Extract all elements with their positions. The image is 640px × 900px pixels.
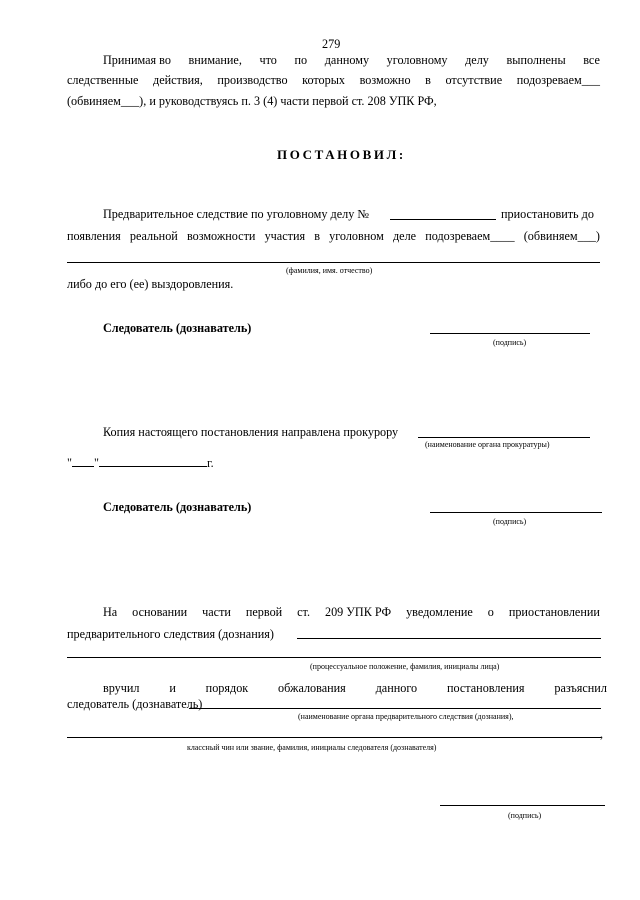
resolution-word: участия: [264, 229, 306, 243]
intro-word: уголовному: [386, 53, 448, 67]
copy-text: Копия настоящего постановления направлена прокурору: [103, 425, 399, 439]
investigative-body-caption: (наименование органа предварительного следствия (дознания),: [298, 712, 514, 721]
rank-caption: классный чин или звание, фамилия, инициалы следователя (дознавателя): [187, 743, 437, 752]
year-suffix: г.: [206, 456, 214, 470]
intro-word: по: [294, 53, 308, 67]
notice-word: разъяснил: [554, 681, 607, 695]
intro-line-1: [103, 53, 600, 67]
day-blank: [72, 455, 94, 467]
notice-line-2: предварительного следствия (дознания): [67, 627, 274, 641]
date-line: [67, 455, 214, 470]
month-year-blank: [99, 455, 207, 467]
notice-line-3: [103, 681, 607, 695]
heading-postanovil: ПОСТАНОВИЛ:: [277, 147, 406, 162]
case-number-blank: [390, 219, 496, 220]
notice-word: первой: [245, 605, 283, 619]
investigator-label-1: Следователь (дознаватель): [103, 321, 252, 335]
signature-blank-2: [430, 512, 602, 513]
rank-blank-line: [67, 737, 601, 738]
intro-word: выполнены: [506, 53, 566, 67]
notice-line-4: следователь (дознаватель): [67, 697, 203, 711]
intro-line-3: (обвиняем___), и руководствуясь п. 3 (4) части первой ст. 208 УПК РФ,: [67, 94, 437, 108]
person-caption: (процессуальное положение, фамилия, инициалы лица): [310, 662, 500, 671]
intro-word: делу: [465, 53, 489, 67]
notice-word: На: [103, 605, 118, 619]
notice-word: ст.: [297, 605, 311, 619]
signature-caption-1: (подпись): [493, 338, 527, 347]
notice-line-2-blank: [297, 638, 601, 639]
fio-caption: (фамилия, имя. отчество): [286, 266, 373, 275]
fio-blank-line: [67, 262, 600, 263]
investigator-label-2: Следователь (дознаватель): [103, 500, 252, 514]
notice-word: приостановлении: [508, 605, 600, 619]
notice-word: порядок: [205, 681, 249, 695]
notice-line-1: [103, 605, 600, 619]
intro-word: все: [583, 53, 600, 67]
resolution-word: уголовном: [329, 229, 384, 243]
investigator-body-blank: [189, 708, 601, 709]
intro-word: которых: [302, 73, 346, 87]
intro-word: возможно: [359, 73, 411, 87]
person-blank-line: [67, 657, 601, 658]
intro-word: что: [259, 53, 277, 67]
intro-word: внимание,: [188, 53, 242, 67]
resolution-word: деле: [392, 229, 417, 243]
notice-word: и: [169, 681, 176, 695]
resolution-word: возможности: [186, 229, 256, 243]
signature-blank-3: [440, 805, 605, 806]
date-open-quote: ": [67, 456, 72, 470]
notice-word: данного: [375, 681, 418, 695]
signature-caption-2: (подпись): [493, 517, 527, 526]
intro-word: данному: [324, 53, 370, 67]
resolution-word: (обвиняем___): [523, 229, 600, 243]
resolution-line-1-end: приостановить до: [501, 207, 594, 221]
resolution-word: реальной: [129, 229, 178, 243]
resolution-line-1-text: Предварительное следствие по уголовному делу №: [103, 207, 369, 221]
page-number: 279: [322, 37, 341, 51]
intro-word: следственные: [67, 73, 139, 87]
notice-word: вручил: [103, 681, 140, 695]
intro-word: в: [425, 73, 431, 87]
notice-word: о: [487, 605, 494, 619]
resolution-line-2: [67, 229, 600, 243]
resolution-word: подозреваем____: [425, 229, 515, 243]
notice-word: обжалования: [278, 681, 346, 695]
trailing-comma: ,: [600, 727, 604, 741]
notice-word: постановления: [446, 681, 525, 695]
intro-word: Принимая во: [103, 53, 171, 67]
intro-word: отсутствие: [445, 73, 503, 87]
intro-line-2: [67, 73, 600, 87]
resolution-line-3: либо до его (ее) выздоровления.: [67, 277, 234, 291]
signature-caption-3: (подпись): [508, 811, 542, 820]
notice-word: уведомление: [406, 605, 473, 619]
resolution-word: в: [314, 229, 320, 243]
prosecutor-blank: [418, 437, 590, 438]
signature-blank-1: [430, 333, 590, 334]
resolution-word: появления: [67, 229, 121, 243]
date-close-quote: ": [93, 456, 99, 470]
notice-word: 209 УПК РФ: [324, 605, 392, 619]
notice-word: части: [202, 605, 231, 619]
notice-word: основании: [132, 605, 188, 619]
intro-word: действия,: [153, 73, 203, 87]
intro-word: производство: [217, 73, 288, 87]
prosecutor-caption: (наименование органа прокуратуры): [425, 440, 550, 449]
intro-word: подозреваем___: [516, 73, 600, 87]
